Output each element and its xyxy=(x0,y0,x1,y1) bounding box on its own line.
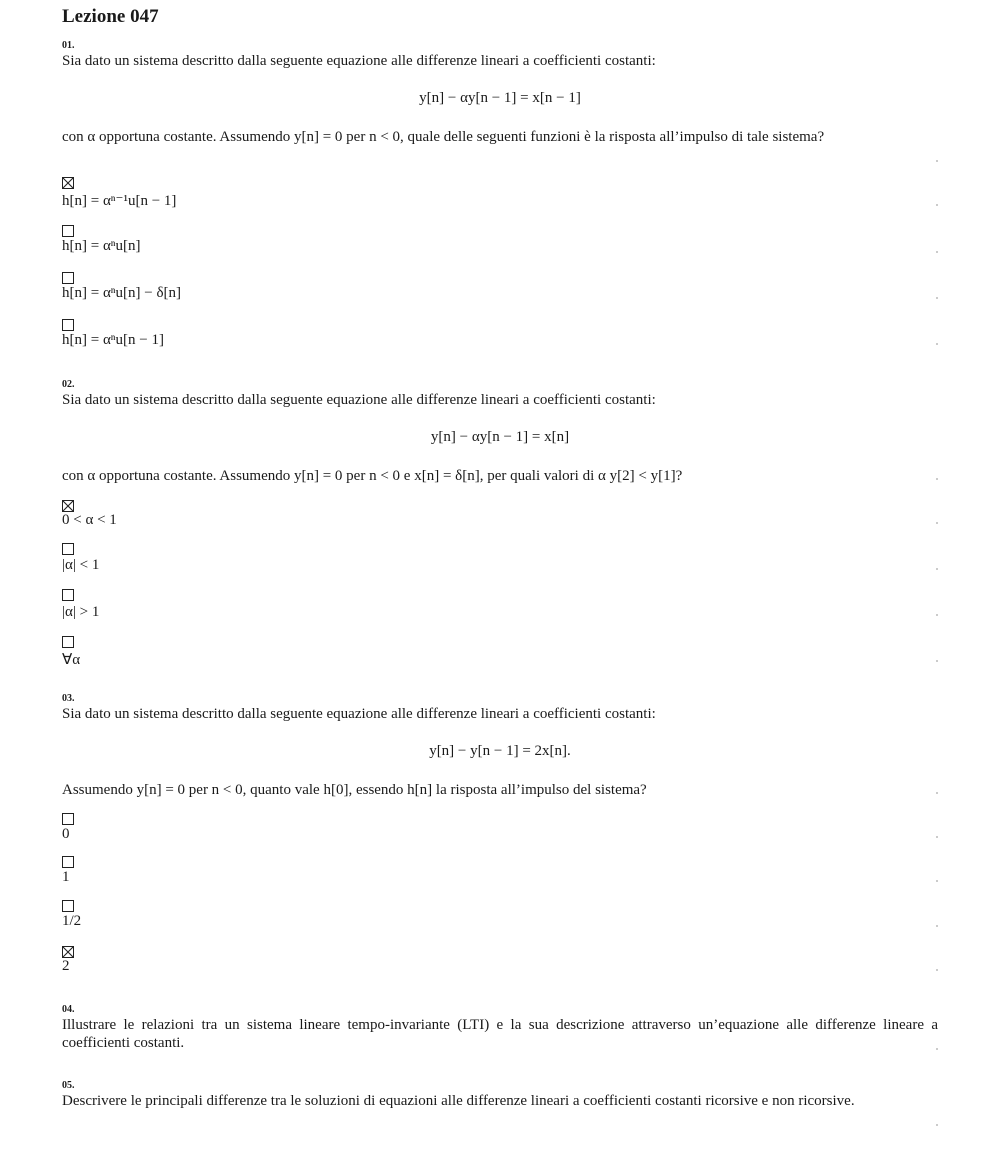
question-text: Sia dato un sistema descritto dalla seguente equazione alle differenze lineari a coefficienti costanti: xyxy=(62,706,656,722)
answer-checkbox[interactable] xyxy=(62,900,74,912)
answer-option: 2 xyxy=(62,958,70,974)
page-title: Lezione 047 xyxy=(62,6,159,27)
question-number: 04. xyxy=(62,1004,75,1015)
answer-option: h[n] = αⁿu[n] − δ[n] xyxy=(62,285,182,301)
question-prompt: con α opportuna costante. Assumendo y[n] = 0 per n < 0 e x[n] = δ[n], per quali valori di α y[2] < y[1]? xyxy=(62,468,683,484)
margin-dot xyxy=(936,969,938,971)
question-text: Sia dato un sistema descritto dalla seguente equazione alle differenze lineari a coefficienti costanti: xyxy=(62,392,656,408)
answer-option: |α| < 1 xyxy=(62,557,100,573)
answer-checkbox[interactable] xyxy=(62,272,74,284)
margin-dot xyxy=(936,297,938,299)
question-number: 01. xyxy=(62,40,75,51)
answer-checkbox[interactable] xyxy=(62,946,74,958)
answer-checkbox[interactable] xyxy=(62,813,74,825)
equation: y[n] − y[n − 1] = 2x[n]. xyxy=(429,743,571,759)
answer-option: 1/2 xyxy=(62,913,82,929)
margin-dot xyxy=(936,614,938,616)
question-number: 03. xyxy=(62,693,75,704)
answer-checkbox[interactable] xyxy=(62,177,74,189)
margin-dot xyxy=(936,880,938,882)
answer-checkbox[interactable] xyxy=(62,589,74,601)
equation: y[n] − αy[n − 1] = x[n] xyxy=(430,429,570,445)
question-prompt: Assumendo y[n] = 0 per n < 0, quanto vale h[0], essendo h[n] la risposta all’impulso del sistema? xyxy=(62,782,647,798)
margin-dot xyxy=(936,251,938,253)
question-text: Illustrare le relazioni tra un sistema lineare tempo-invariante (LTI) e la sua descrizione attraverso un’equazione alle differenze lineare a coefficienti costanti. xyxy=(62,1017,938,1051)
margin-dot xyxy=(936,925,938,927)
answer-option: h[n] = αⁿu[n] xyxy=(62,238,141,254)
question-prompt: con α opportuna costante. Assumendo y[n] = 0 per n < 0, quale delle seguenti funzioni è la risposta all’impulso di tale sistema? xyxy=(62,129,825,145)
answer-option: 1 xyxy=(62,869,70,885)
answer-option: 0 < α < 1 xyxy=(62,512,117,528)
question-number: 05. xyxy=(62,1080,75,1091)
answer-checkbox[interactable] xyxy=(62,636,74,648)
margin-dot xyxy=(936,1048,938,1050)
margin-dot xyxy=(936,660,938,662)
margin-dot xyxy=(936,836,938,838)
answer-option: h[n] = αⁿu[n − 1] xyxy=(62,332,164,348)
question-text: Descrivere le principali differenze tra le soluzioni di equazioni alle differenze lineari a coefficienti costanti ricorsive e non ricorsive. xyxy=(62,1093,855,1109)
answer-option: ∀α xyxy=(62,652,81,668)
margin-dot xyxy=(936,478,938,480)
answer-option: 0 xyxy=(62,826,70,842)
margin-dot xyxy=(936,343,938,345)
answer-checkbox[interactable] xyxy=(62,856,74,868)
margin-dot xyxy=(936,522,938,524)
answer-checkbox[interactable] xyxy=(62,543,74,555)
answer-option: h[n] = αⁿ⁻¹u[n − 1] xyxy=(62,193,177,209)
margin-dot xyxy=(936,1124,938,1126)
margin-dot xyxy=(936,204,938,206)
answer-checkbox[interactable] xyxy=(62,319,74,331)
answer-checkbox[interactable] xyxy=(62,500,74,512)
margin-dot xyxy=(936,568,938,570)
answer-option: |α| > 1 xyxy=(62,604,100,620)
margin-dot xyxy=(936,160,938,162)
equation: y[n] − αy[n − 1] = x[n − 1] xyxy=(419,90,581,106)
question-number: 02. xyxy=(62,379,75,390)
margin-dot xyxy=(936,792,938,794)
answer-checkbox[interactable] xyxy=(62,225,74,237)
question-text: Sia dato un sistema descritto dalla seguente equazione alle differenze lineari a coefficienti costanti: xyxy=(62,53,656,69)
